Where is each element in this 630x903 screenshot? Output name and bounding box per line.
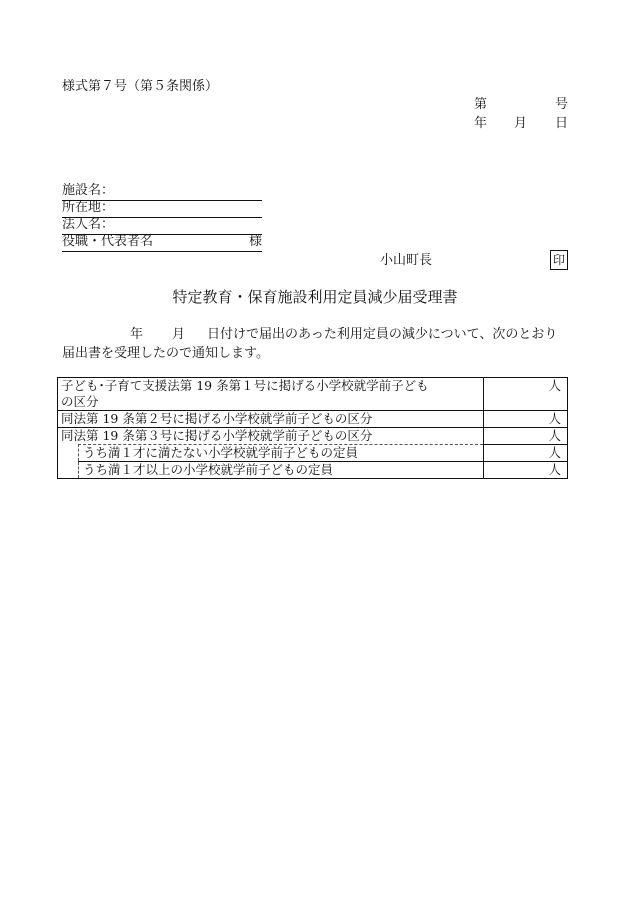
corporation-name-field bbox=[62, 217, 262, 235]
row-label-continuation: の区分 bbox=[61, 394, 99, 409]
corporation-name-label: 法人名： bbox=[62, 217, 115, 232]
notice-month: 月 bbox=[172, 327, 186, 342]
notice-line-1 bbox=[62, 325, 568, 344]
table-cell-unit: 人 bbox=[484, 378, 568, 411]
date-day-label: 日 bbox=[555, 116, 569, 131]
table-indent bbox=[58, 445, 79, 462]
notice-body bbox=[62, 325, 568, 363]
table-row bbox=[58, 378, 568, 411]
table-row bbox=[58, 462, 568, 479]
table-cell-unit: 人 bbox=[484, 462, 568, 479]
honorific: 様 bbox=[248, 234, 262, 249]
address-field bbox=[62, 200, 262, 218]
table-cell-label: 同法第 19 条第２号に掲げる小学校就学前子どもの区分 bbox=[58, 411, 484, 428]
facility-name-field bbox=[62, 183, 262, 201]
facility-name-label: 施設名： bbox=[62, 183, 115, 198]
table-cell-unit: 人 bbox=[484, 445, 568, 462]
table-row bbox=[58, 428, 568, 445]
table-cell-label: うち満１才以上の小学校就学前子どもの定員 bbox=[79, 462, 484, 479]
table-cell-unit: 人 bbox=[484, 411, 568, 428]
seal-stamp: 印 bbox=[550, 250, 568, 270]
capacity-table bbox=[57, 377, 568, 479]
table-row bbox=[58, 411, 568, 428]
row-label: 子ども･子育て支援法第 19 条第１号に掲げる小学校就学前子ども bbox=[61, 378, 429, 393]
notice-year: 年 bbox=[130, 327, 144, 342]
table-cell-label bbox=[58, 378, 484, 411]
notice-line-2: 届出書を受理したので通知します。 bbox=[62, 346, 269, 361]
document-number-suffix: 号 bbox=[555, 97, 569, 112]
issuer-name: 小山町長 bbox=[380, 253, 433, 268]
table-row bbox=[58, 445, 568, 462]
table-cell-unit: 人 bbox=[484, 428, 568, 445]
representative-label: 役職・代表者名 bbox=[62, 234, 154, 249]
document-number-prefix: 第 bbox=[474, 97, 488, 112]
table-indent bbox=[58, 462, 79, 479]
form-number-label: 様式第７号（第５条関係） bbox=[62, 79, 219, 94]
date-month-label: 月 bbox=[514, 116, 528, 131]
table-cell-label: 同法第 19 条第３号に掲げる小学校就学前子どもの区分 bbox=[58, 428, 484, 445]
table-cell-label: うち満１才に満たない小学校就学前子どもの定員 bbox=[79, 445, 484, 462]
date-year-label: 年 bbox=[474, 116, 488, 131]
notice-line-1-text: 日付けで届出のあった利用定員の減少について、次のとおり bbox=[207, 327, 558, 342]
document-title: 特定教育・保育施設利用定員減少届受理書 bbox=[172, 288, 458, 306]
representative-field bbox=[62, 234, 262, 252]
address-label: 所在地： bbox=[62, 200, 115, 215]
